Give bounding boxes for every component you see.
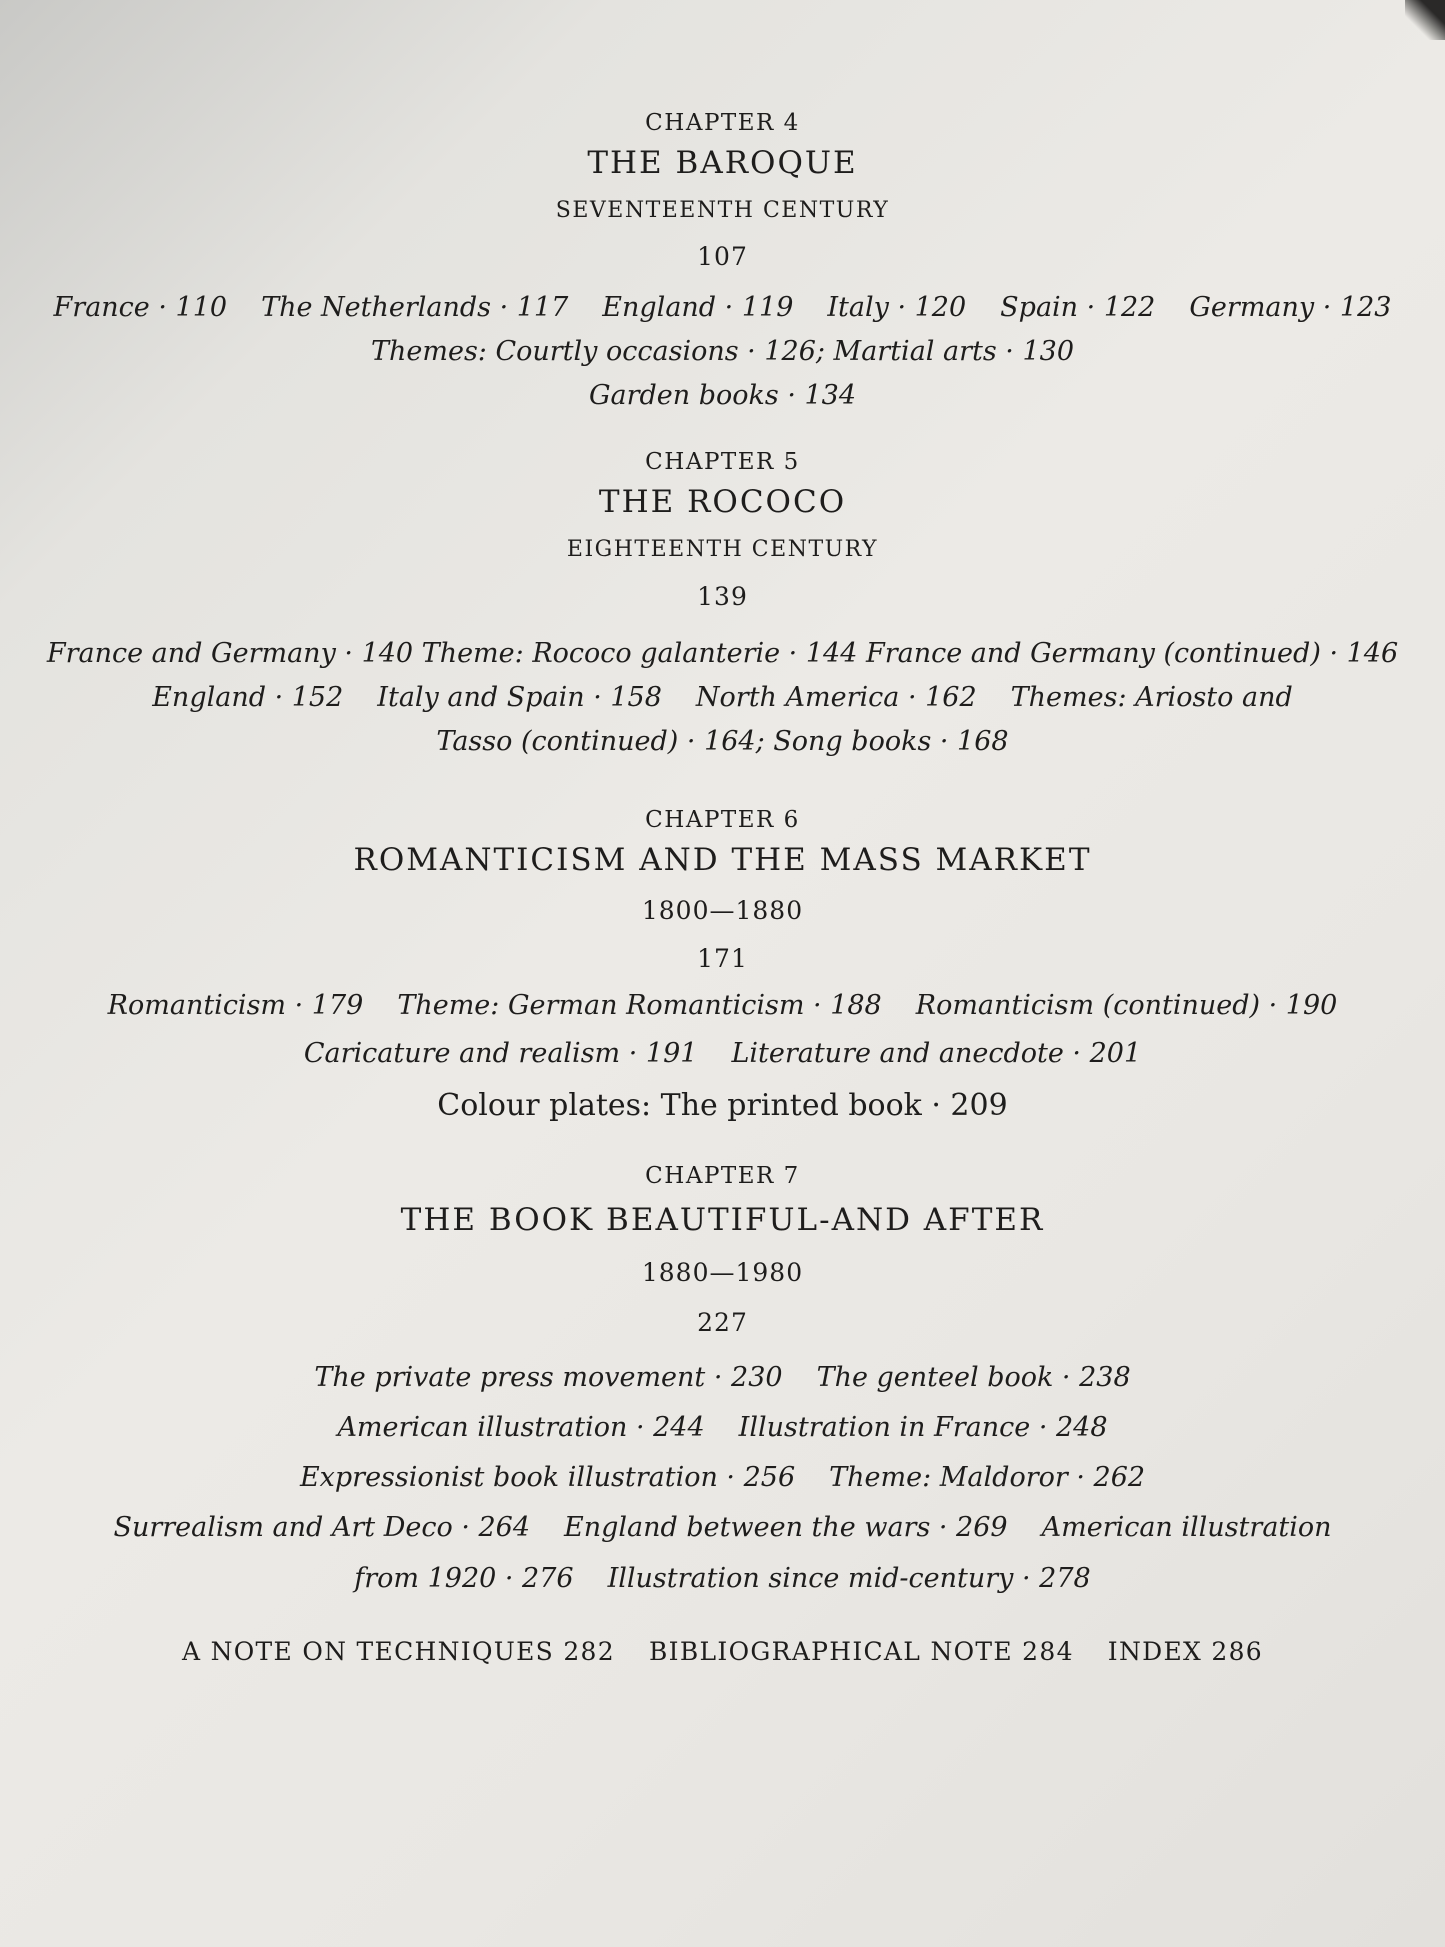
chapter-5-label: CHAPTER 5: [645, 449, 800, 475]
chapter-6-period: 1800—1880: [641, 896, 804, 925]
toc-entry[interactable]: Spain · 122: [1000, 292, 1156, 323]
toc-entry[interactable]: Garden books · 134: [588, 380, 857, 411]
chapter-5-entries-line-3: [0, 726, 1445, 757]
toc-entry[interactable]: England between the wars · 269: [564, 1512, 1008, 1543]
chapter-4-title: THE BAROQUE: [587, 145, 858, 181]
chapter-4-entries-line-3: [0, 380, 1445, 411]
chapter-7-entries-line-4: [0, 1512, 1445, 1543]
toc-entry[interactable]: Tasso (continued) · 164; Song books · 168: [436, 726, 1009, 757]
toc-entry[interactable]: France · 110: [53, 292, 228, 323]
chapter-4-start-page: 107: [697, 242, 748, 271]
chapter-7-label: CHAPTER 7: [645, 1163, 800, 1189]
chapter-7-entries-line-3: [0, 1462, 1445, 1493]
chapter-6-colour-plates[interactable]: Colour plates: The printed book · 209: [437, 1088, 1008, 1123]
chapter-6-start-page: 171: [697, 944, 748, 973]
toc-entry[interactable]: Caricature and realism · 191: [303, 1038, 698, 1069]
chapter-5-period: EIGHTEENTH CENTURY: [566, 537, 879, 562]
back-matter-techniques[interactable]: A NOTE ON TECHNIQUES 282: [181, 1637, 615, 1666]
toc-entry[interactable]: Themes: Courtly occasions · 126; Martial arts · 130: [370, 336, 1074, 367]
toc-entry[interactable]: Literature and anecdote · 201: [731, 1038, 1142, 1069]
back-matter-index[interactable]: INDEX 286: [1107, 1637, 1264, 1666]
chapter-6-label: CHAPTER 6: [645, 807, 800, 833]
toc-entry[interactable]: Romanticism · 179: [107, 990, 364, 1021]
toc-entry[interactable]: France and Germany · 140 Theme: Rococo galanterie · 144 France and Germany (continued) · 146: [46, 638, 1399, 669]
toc-entry[interactable]: Italy and Spain · 158: [377, 682, 662, 713]
back-matter: [0, 1637, 1445, 1666]
chapter-4-period: SEVENTEENTH CENTURY: [555, 198, 890, 223]
toc-entry[interactable]: American illustration · 244: [337, 1412, 705, 1443]
toc-entry[interactable]: England · 152: [152, 682, 344, 713]
toc-entry[interactable]: The Netherlands · 117: [261, 292, 569, 323]
chapter-7-period: 1880—1980: [641, 1258, 804, 1287]
chapter-4-entries-line-1: [0, 292, 1445, 323]
chapter-4-label: CHAPTER 4: [645, 110, 800, 136]
toc-entry[interactable]: Expressionist book illustration · 256: [299, 1462, 796, 1493]
toc-entry[interactable]: Romanticism (continued) · 190: [915, 990, 1338, 1021]
toc-entry[interactable]: North America · 162: [695, 682, 977, 713]
toc-entry[interactable]: Theme: German Romanticism · 188: [397, 990, 882, 1021]
toc-entry[interactable]: American illustration: [1041, 1512, 1332, 1543]
chapter-4-entries-line-2: [0, 336, 1445, 367]
chapter-7-entries-line-2: [0, 1412, 1445, 1443]
chapter-7-title: THE BOOK BEAUTIFUL-AND AFTER: [400, 1202, 1045, 1238]
chapter-6-entries-line-1: [0, 990, 1445, 1021]
toc-entry[interactable]: The private press movement · 230: [314, 1362, 783, 1393]
toc-entry[interactable]: Germany · 123: [1189, 292, 1392, 323]
chapter-5-entries-line-2: [0, 682, 1445, 713]
toc-entry[interactable]: Surrealism and Art Deco · 264: [113, 1512, 531, 1543]
back-matter-bibliography[interactable]: BIBLIOGRAPHICAL NOTE 284: [648, 1637, 1074, 1666]
chapter-5-start-page: 139: [697, 582, 748, 611]
chapter-7-entries-line-1: [0, 1362, 1445, 1393]
toc-entry[interactable]: Illustration in France · 248: [738, 1412, 1108, 1443]
toc-entry[interactable]: England · 119: [602, 292, 794, 323]
toc-entry[interactable]: Illustration since mid-century · 278: [607, 1563, 1091, 1594]
toc-entry[interactable]: Italy · 120: [827, 292, 967, 323]
toc-entry[interactable]: The genteel book · 238: [816, 1362, 1131, 1393]
chapter-5-title: THE ROCOCO: [598, 484, 847, 520]
chapter-6-title: ROMANTICISM AND THE MASS MARKET: [353, 842, 1092, 878]
toc-entry[interactable]: from 1920 · 276: [354, 1563, 574, 1594]
chapter-7-start-page: 227: [697, 1308, 748, 1337]
chapter-5-entries-line-1: [0, 638, 1445, 669]
chapter-7-entries-line-5: [0, 1563, 1445, 1594]
chapter-6-entries-line-2: [0, 1038, 1445, 1069]
toc-entry[interactable]: Theme: Maldoror · 262: [829, 1462, 1146, 1493]
toc-entry[interactable]: Themes: Ariosto and: [1010, 682, 1293, 713]
